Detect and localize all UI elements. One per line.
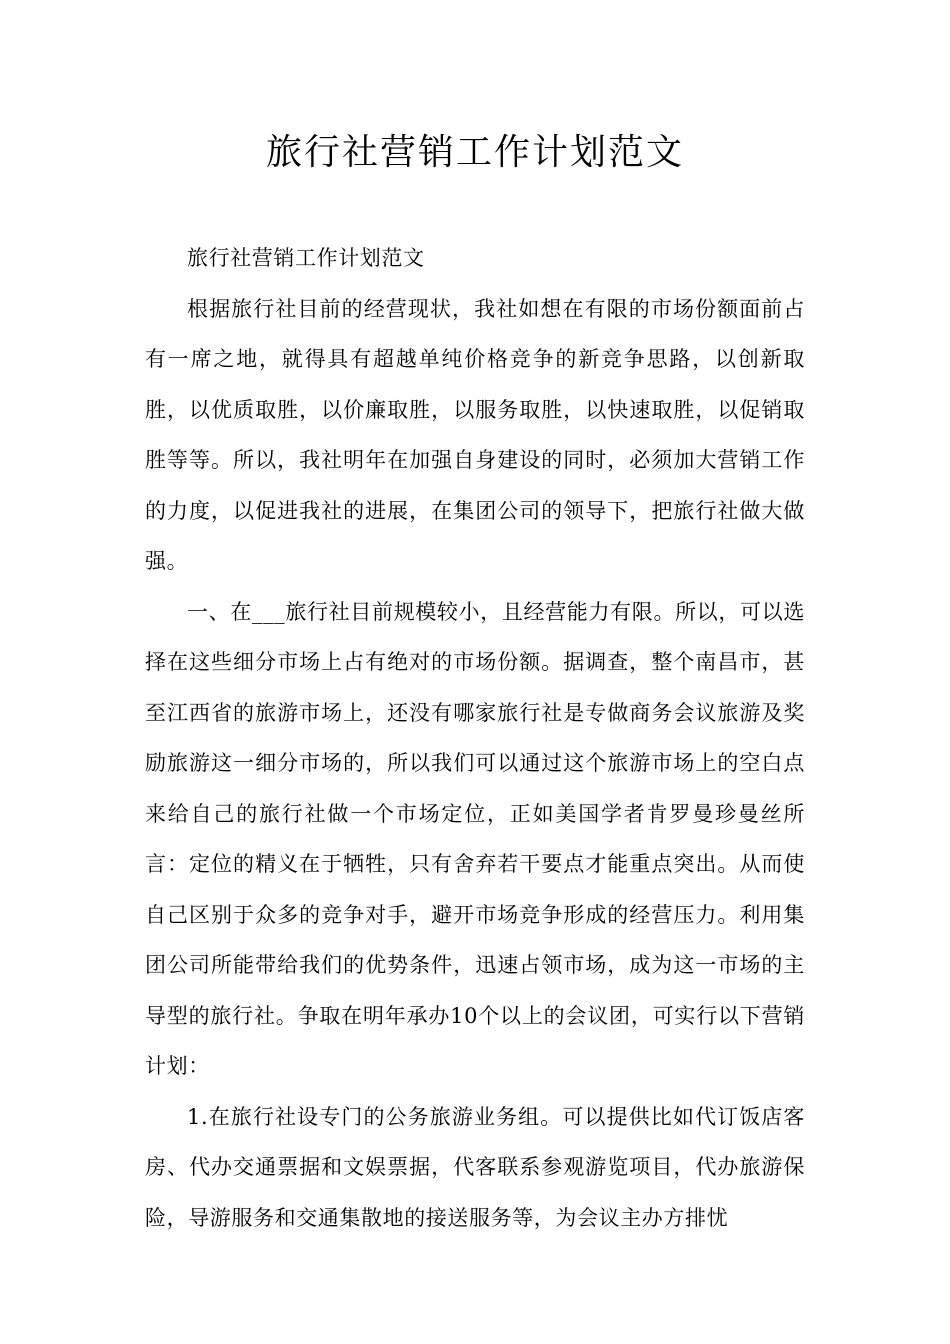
paragraph-subtitle: 旅行社营销工作计划范文 <box>187 246 425 270</box>
document-title: 旅行社营销工作计划范文 <box>265 132 684 173</box>
document-body <box>145 233 805 1243</box>
paragraph-section-one: 一、在___旅行社目前规模较小，且经营能力有限。所以，可以选择在这些细分市场上占有绝对的市场份额。据调查，整个南昌市，甚至江西省的旅游市场上，还没有哪家旅行社是专做商务会议旅游及奖励旅游这一细分市场的，所以我们可以通过这个旅游市场上的空白点来给自己的旅行社做一个市场定位，正如美国学者肯罗曼珍曼丝所言：定位的精义在于牺牲，只有舍弃若干要点才能重点突出。从而使自己区别于众多的竞争对手，避开市场竞争形成的经营压力。利用集团公司所能带给我们的优势条件，迅速占领市场，成为这一市场的主导型的旅行社。争取在明年承办10个以上的会议团，可实行以下营销计划： <box>145 599 805 1078</box>
paragraph-item-one: 1.在旅行社设专门的公务旅游业务组。可以提供比如代订饭店客房、代办交通票据和文娱票据，代客联系参观游览项目，代办旅游保险，导游服务和交通集散地的接送服务等，为会议主办方排忧 <box>145 1104 805 1230</box>
paragraph-intro: 根据旅行社目前的经营现状，我社如想在有限的市场份额面前占有一席之地，就得具有超越单纯价格竞争的新竞争思路，以创新取胜，以优质取胜，以价廉取胜，以服务取胜，以快速取胜，以促销取胜等等。所以，我社明年在加强自身建设的同时，必须加大营销工作的力度，以促进我社的进展，在集团公司的领导下，把旅行社做大做强。 <box>145 296 805 573</box>
